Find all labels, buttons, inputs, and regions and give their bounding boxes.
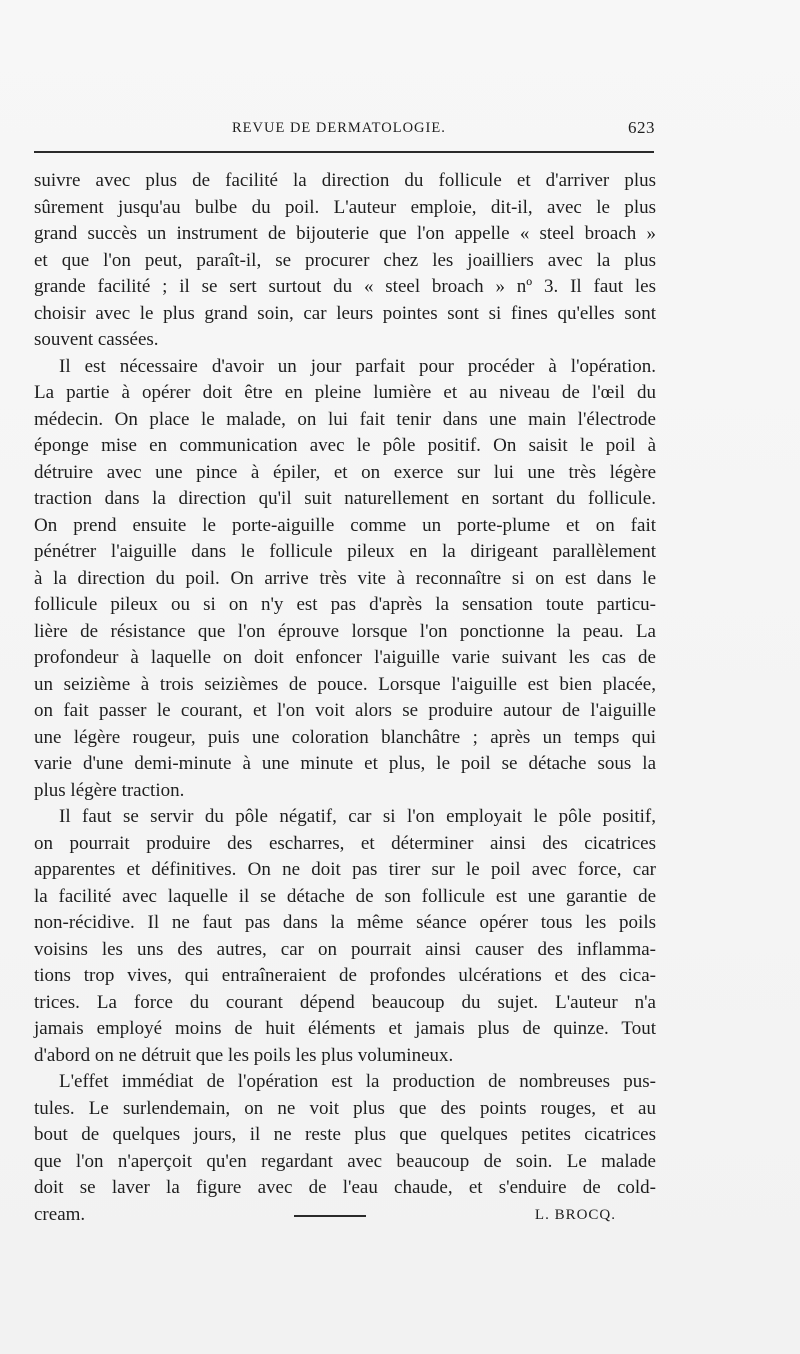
text-line: médecin. On place le malade, on lui fait tenir dans une main l'électrode [34,408,656,430]
text-line: bout de quelques jours, il ne reste plus que quelques petites cicatrices [34,1124,656,1145]
text-line: varie d'une demi-minute à une minute et plus, le poil se détache sous la [34,753,656,774]
text-line: à la direction du poil. On arrive très vite à reconnaître si on est dans le [34,567,656,589]
text-line: d'abord on ne détruit que les poils les plus volumineux. [34,1044,454,1066]
text-line: plus légère traction. [34,779,185,801]
paragraph-start: L'effet immédiat de l'opération est la production de nombreuses pus- [59,1071,656,1092]
text-line: pénétrer l'aiguille dans le follicule pileux en la dirigeant parallèlement [34,541,656,562]
page-number: 623 [628,118,655,137]
header-rule [34,151,654,153]
text-line: suivre avec plus de facilité la direction du follicule et d'arriver plus [34,170,656,191]
text-line: on pourrait produire des escharres, et déterminer ainsi des cicatrices [34,832,656,854]
text-line: tions trop vives, qui entraîneraient de profondes ulcérations et des cica- [34,965,656,986]
text-line: éponge mise en communication avec le pôle positif. On saisit le poil à [34,435,656,456]
text-line: profondeur à laquelle on doit enfoncer l'aiguille varie suivant les cas de [34,647,656,668]
end-rule [294,1215,366,1217]
text-line: une légère rougeur, puis une coloration blanchâtre ; après un temps qui [34,726,656,748]
text-line: doit se laver la figure avec de l'eau chaude, et s'enduire de cold- [34,1177,656,1198]
text-line: cream. [34,1203,86,1225]
text-line: voisins les uns des autres, car on pourrait ainsi causer des inflamma- [34,938,656,960]
text-line: trices. La force du courant dépend beaucoup du sujet. L'auteur n'a [34,991,656,1013]
text-line: lière de résistance que l'on éprouve lorsque l'on ponctionne la peau. La [34,620,656,642]
author-signature: L. BROCQ. [534,1206,616,1223]
text-line: que l'on n'aperçoit qu'en regardant avec beaucoup de soin. Le malade [34,1150,656,1172]
text-line: détruire avec une pince à épiler, et on exerce sur lui une très légère [34,461,656,483]
text-line: souvent cassées. [34,329,159,350]
running-header [0,120,800,142]
text-line: grand succès un instrument de bijouterie que l'on appelle « steel broach » [34,223,656,244]
text-line: jamais employé moins de huit éléments et jamais plus de quinze. Tout [34,1018,656,1039]
text-line: non-récidive. Il ne faut pas dans la même séance opérer tous les poils [34,912,656,933]
text-line: la facilité avec laquelle il se détache de son follicule est une garantie de [34,885,656,907]
text-line: On prend ensuite le porte-aiguille comme un porte-plume et on fait [34,514,656,536]
paragraph-start: Il est nécessaire d'avoir un jour parfait pour procéder à l'opération. [59,355,656,377]
text-line: La partie à opérer doit être en pleine lumière et au niveau de l'œil du [34,382,656,403]
text-line: sûrement jusqu'au bulbe du poil. L'auteur emploie, dit-il, avec le plus [34,196,656,218]
text-line: un seizième à trois seizièmes de pouce. Lorsque l'aiguille est bien placée, [34,673,656,695]
journal-title: REVUE DE DERMATOLOGIE. [232,120,446,136]
text-line: traction dans la direction qu'il suit naturellement en sortant du follicule. [34,488,656,509]
text-line: on fait passer le courant, et l'on voit alors se produire autour de l'aiguille [34,700,656,721]
text-line: follicule pileux ou si on n'y est pas d'après la sensation toute particu- [34,594,656,615]
text-line: apparentes et définitives. On ne doit pas tirer sur le poil avec force, car [34,859,656,880]
article-text [34,168,656,1228]
text-line: grande facilité ; il se sert surtout du « steel broach » nº 3. Il faut les [34,276,656,297]
paragraph-start: Il faut se servir du pôle négatif, car si l'on employait le pôle positif, [59,806,656,827]
text-line: choisir avec le plus grand soin, car leurs pointes sont si fines qu'elles sont [34,302,656,324]
text-line: et que l'on peut, paraît-il, se procurer chez les joailliers avec la plus [34,249,656,271]
text-line: tules. Le surlendemain, on ne voit plus que des points rouges, et au [34,1097,656,1119]
